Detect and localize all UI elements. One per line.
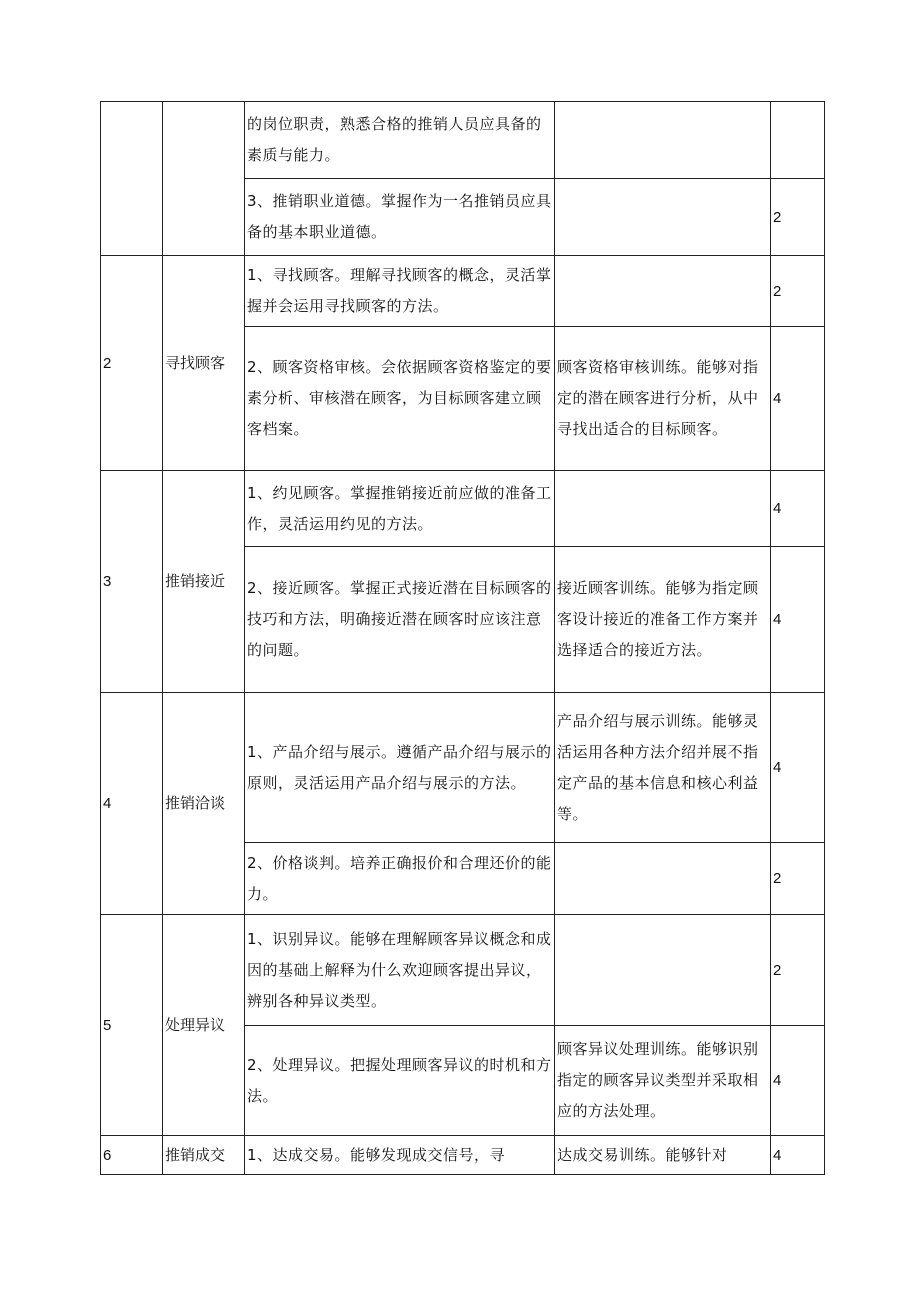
learning-content: 1、约见顾客。掌握推销接近前应做的准备工作，灵活运用约见的方法。 xyxy=(245,471,555,547)
unit-number: 3 xyxy=(101,471,163,693)
hours: 4 xyxy=(771,693,825,843)
learning-content: 1、寻找顾客。理解寻找顾客的概念，灵活掌握并会运用寻找顾客的方法。 xyxy=(245,256,555,327)
unit-number: 2 xyxy=(101,256,163,471)
hours: 2 xyxy=(771,843,825,915)
hours: 4 xyxy=(771,471,825,547)
practice-content xyxy=(555,843,771,915)
unit-number: 5 xyxy=(101,915,163,1136)
hours xyxy=(771,102,825,179)
unit-module: 推销成交 xyxy=(163,1136,245,1175)
hours: 2 xyxy=(771,915,825,1026)
learning-content: 2、顾客资格审核。会依据顾客资格鉴定的要素分析、审核潜在顾客，为目标顾客建立顾客档案。 xyxy=(245,327,555,471)
learning-content: 3、推销职业道德。掌握作为一名推销员应具备的基本职业道德。 xyxy=(245,179,555,256)
hours: 4 xyxy=(771,547,825,693)
course-content-table xyxy=(100,101,825,1175)
table-row xyxy=(101,102,825,179)
unit-module xyxy=(163,102,245,256)
learning-content: 1、产品介绍与展示。遵循产品介绍与展示的原则，灵活运用产品介绍与展示的方法。 xyxy=(245,693,555,843)
practice-content: 顾客异议处理训练。能够识别指定的顾客异议类型并采取相应的方法处理。 xyxy=(555,1026,771,1136)
practice-content: 接近顾客训练。能够为指定顾客设计接近的准备工作方案并选择适合的接近方法。 xyxy=(555,547,771,693)
hours: 4 xyxy=(771,1136,825,1175)
learning-content: 的岗位职责，熟悉合格的推销人员应具备的素质与能力。 xyxy=(245,102,555,179)
learning-content: 2、处理异议。把握处理顾客异议的时机和方法。 xyxy=(245,1026,555,1136)
hours: 2 xyxy=(771,256,825,327)
unit-module: 推销接近 xyxy=(163,471,245,693)
unit-number: 6 xyxy=(101,1136,163,1175)
hours: 4 xyxy=(771,1026,825,1136)
table-row xyxy=(101,471,825,547)
practice-content xyxy=(555,256,771,327)
learning-content: 1、识别异议。能够在理解顾客异议概念和成因的基础上解释为什么欢迎顾客提出异议，辨别各种异议类型。 xyxy=(245,915,555,1026)
learning-content: 1、达成交易。能够发现成交信号，寻 xyxy=(245,1136,555,1175)
hours: 2 xyxy=(771,179,825,256)
hours: 4 xyxy=(771,327,825,471)
unit-number: 4 xyxy=(101,693,163,915)
learning-content: 2、价格谈判。培养正确报价和合理还价的能力。 xyxy=(245,843,555,915)
practice-content xyxy=(555,471,771,547)
table-row xyxy=(101,256,825,327)
table-row xyxy=(101,915,825,1026)
learning-content: 2、接近顾客。掌握正式接近潜在目标顾客的技巧和方法，明确接近潜在顾客时应该注意的问题。 xyxy=(245,547,555,693)
practice-content xyxy=(555,179,771,256)
practice-content xyxy=(555,102,771,179)
practice-content: 达成交易训练。能够针对 xyxy=(555,1136,771,1175)
unit-number xyxy=(101,102,163,256)
practice-content: 顾客资格审核训练。能够对指定的潜在顾客进行分析，从中寻找出适合的目标顾客。 xyxy=(555,327,771,471)
unit-module: 寻找顾客 xyxy=(163,256,245,471)
unit-module: 处理异议 xyxy=(163,915,245,1136)
practice-content xyxy=(555,915,771,1026)
practice-content: 产品介绍与展示训练。能够灵活运用各种方法介绍并展不指定产品的基本信息和核心利益等。 xyxy=(555,693,771,843)
table-row xyxy=(101,693,825,843)
unit-module: 推销洽谈 xyxy=(163,693,245,915)
table-row xyxy=(101,1136,825,1175)
